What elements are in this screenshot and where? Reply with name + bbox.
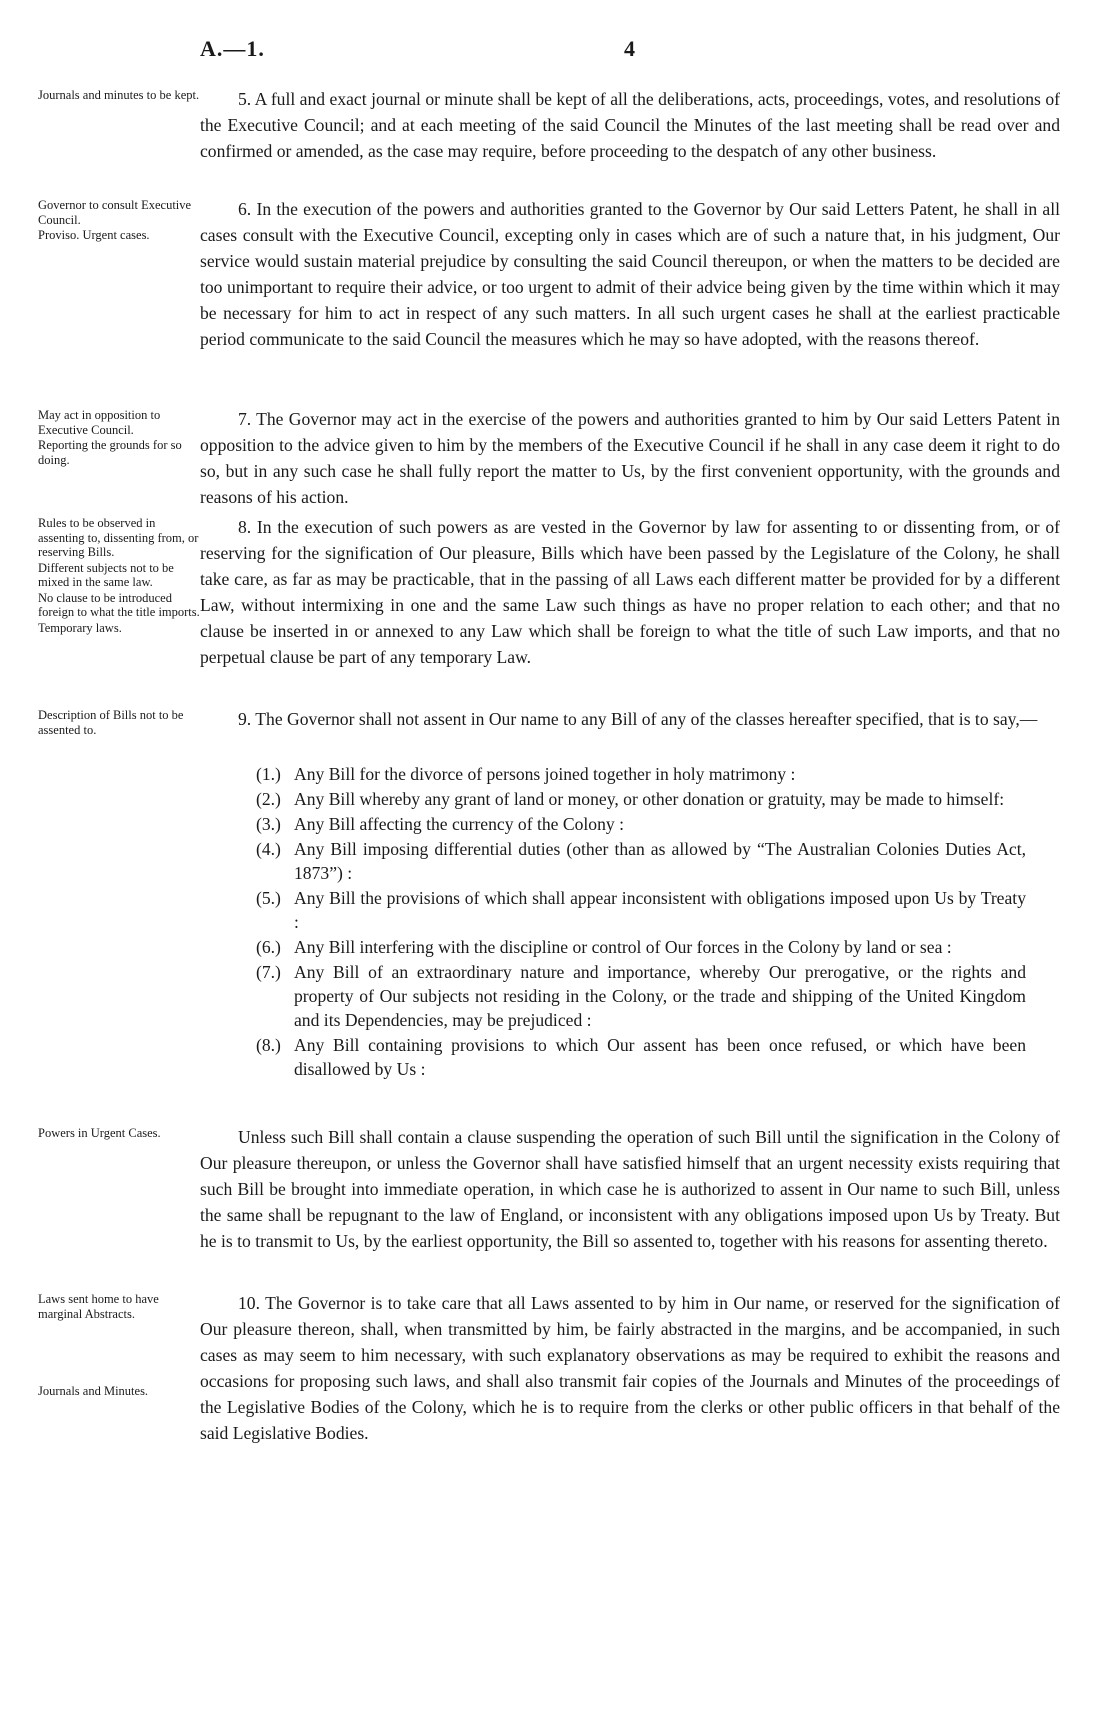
marginal-note [38,708,202,737]
marginal-note-text: Powers in Urgent Cases. [38,1126,161,1140]
marginal-note-text: Proviso. Urgent cases. [38,228,150,242]
marginal-note [38,1126,202,1141]
marginal-note-text: Journals and Minutes. [38,1384,149,1398]
list-item [256,960,1026,1032]
list-item [256,935,1026,959]
section-body [200,406,1060,510]
marginal-note-text: May act in opposition to Executive Council. [38,408,161,437]
paragraph: 10. The Governor is to take care that all Laws assented to by him in Our name, or reserved for the signification of Our pleasure thereon, shall, when transmitted by him, be fairly abstracted in the margins, and be accompanied, in such cases as may seem to him necessary, with such explanatory observations as may be required to exhibit the reasons and occasions for proposing such laws, and shall also transmit fair copies of the Journals and Minutes of the proceedings of the Legislative Bodies of the Colony, which he is to require from the clerks or other public officers in that behalf of the said Legislative Bodies. [200,1293,1060,1443]
page-header [200,36,1060,66]
document-reference: A.—1. [200,36,265,61]
page-number: 4 [624,36,635,61]
item-text: Any Bill containing provisions to which Our assent has been once refused, or which have been disallowed by Us : [294,1035,1026,1079]
list-item [256,837,1026,885]
marginal-note-text: Reporting the grounds for so doing. [38,438,182,467]
paragraph: Unless such Bill shall contain a clause suspending the operation of such Bill until the signification in the Colony of Our pleasure thereupon, or unless the Governor shall have satisfied himself that an urgent necessity exists requiring that such Bill be brought into immediate operation, in which case he is authorized to assent in Our name to such Bill, unless the same shall be repugnant to the law of England, or inconsistent with any obligations imposed upon Us by Treaty. But he is to transmit to Us, by the earliest opportunity, the Bill so assented to, together with his reasons for assenting thereto. [200,1127,1060,1251]
section-body [200,514,1060,670]
item-text: Any Bill imposing differential duties (other than as allowed by “The Australian Colonies Duties Act, 1873”) : [294,839,1026,883]
list-item [256,886,1026,934]
marginal-note-secondary [38,1384,202,1399]
marginal-note-text: Laws sent home to have marginal Abstracts. [38,1292,159,1321]
bill-classes-list [256,762,1026,1082]
section-body [200,196,1060,352]
item-number: (4.) [256,839,281,859]
paragraph: 6. In the execution of the powers and authorities granted to the Governor by Our said Letters Patent, he shall in all cases consult with the Executive Council, excepting only in cases which are of such a nature that, in his judgment, Our service would sustain material prejudice by consulting the said Council thereupon, or when the matters to be decided are too unimportant to require their advice, or too urgent to admit of their advice being given by the time within which it may be necessary for him to act in respect of any such matters. In all such urgent cases he shall at the earliest practicable period communicate to the said Council the measures which he may so have adopted, with the reasons thereof. [200,199,1060,349]
list-item [256,812,1026,836]
item-number: (6.) [256,937,281,957]
item-number: (5.) [256,888,281,908]
marginal-note-text: Description of Bills not to be assented to. [38,708,184,737]
paragraph: 9. The Governor shall not assent in Our name to any Bill of any of the classes hereafter specified, that is to say,— [238,709,1038,729]
marginal-note-text: Rules to be observed in assenting to, dissenting from, or reserving Bills. [38,516,199,559]
section-body [200,706,1060,732]
item-text: Any Bill interfering with the discipline or control of Our forces in the Colony by land or sea : [294,937,952,957]
item-text: Any Bill whereby any grant of land or money, or other donation or gratuity, may be made to himself: [294,789,1005,809]
item-text: Any Bill the provisions of which shall appear inconsistent with obligations imposed upon Us by Treaty : [294,888,1026,932]
list-item [256,762,1026,786]
item-text: Any Bill for the divorce of persons joined together in holy matrimony : [294,764,796,784]
marginal-note [38,88,202,103]
marginal-note-text: No clause to be introduced foreign to what the title imports. [38,590,200,619]
item-number: (8.) [256,1035,281,1055]
item-number: (3.) [256,814,281,834]
item-text: Any Bill of an extraordinary nature and importance, whereby Our prerogative, or the rights and property of Our subjects not residing in the Colony, or the trade and shipping of the United Kingdom and its Dependencies, may be prejudiced : [294,962,1026,1030]
section-body [200,1290,1060,1446]
item-number: (7.) [256,962,281,982]
list-item [256,1033,1026,1081]
marginal-note [38,408,202,467]
marginal-note [38,198,202,243]
marginal-note [38,516,202,635]
section-body [200,1124,1060,1254]
marginal-note-text: Different subjects not to be mixed in the same law. [38,560,174,589]
marginal-note-text: Temporary laws. [38,620,122,635]
marginal-note-text: Governor to consult Executive Council. [38,198,192,227]
item-number: (1.) [256,764,281,784]
paragraph: 8. In the execution of such powers as are vested in the Governor by law for assenting to or dissenting from, or of reserving for the signification of Our pleasure, Bills which have been passed by the Legislature of the Colony, he shall take care, as far as may be practicable, that in the passing of all Laws each different matter be provided for by a different Law, without intermixing in one and the same Law such things as have no proper relation to each other; and that no clause be inserted in or annexed to any Law which shall be foreign to what the title of such Law imports, and that no perpetual clause be part of any temporary Law. [200,517,1060,667]
paragraph: 7. The Governor may act in the exercise of the powers and authorities granted to him by Our said Letters Patent in opposition to the advice given to him by the members of the Executive Council if he shall in any case deem it right to do so, but in any such case he shall fully report the matter to Us, by the first convenient opportunity, with the grounds and reasons of his action. [200,409,1060,507]
list-item [256,787,1026,811]
marginal-note [38,1292,202,1321]
item-number: (2.) [256,789,281,809]
section-body [200,86,1060,164]
paragraph: 5. A full and exact journal or minute shall be kept of all the deliberations, acts, proceedings, votes, and resolutions of the Executive Council; and at each meeting of the said Council the Minutes of the last meeting shall be read over and confirmed or amended, as the case may require, before proceeding to the despatch of any other business. [200,89,1060,161]
item-text: Any Bill affecting the currency of the Colony : [294,814,624,834]
marginal-note-text: Journals and minutes to be kept. [38,88,200,102]
